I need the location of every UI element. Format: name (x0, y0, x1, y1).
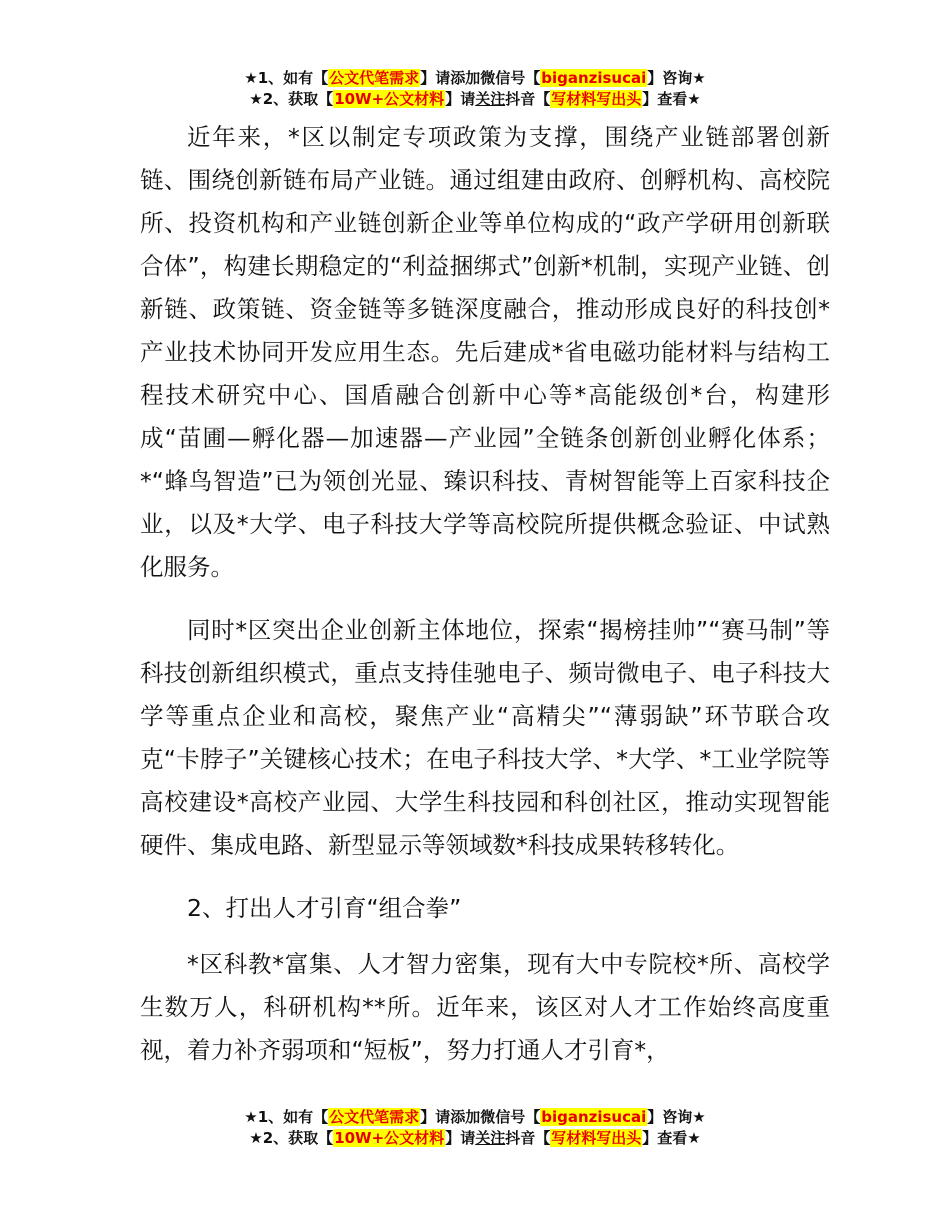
banner-text: 】请 (445, 1129, 476, 1147)
banner-text: 抖音【 (505, 1129, 551, 1147)
banner-line-1 (0, 68, 950, 89)
banner-line-2 (0, 1128, 950, 1149)
footer-banner (0, 1107, 950, 1149)
section-heading: 2、打出人才引育“组合拳” (187, 894, 462, 922)
banner-text: 】咨询★ (647, 69, 706, 87)
banner-text: ★2、获取【 (249, 90, 334, 108)
banner-text: 】咨询★ (647, 1108, 706, 1126)
banner-text: ★1、如有【 (244, 69, 329, 87)
banner-text: 】查看★ (642, 90, 701, 108)
banner-highlight: biganzisucai (541, 69, 647, 87)
header-banner (0, 68, 950, 110)
banner-text: ★1、如有【 (244, 1108, 329, 1126)
banner-highlight: biganzisucai (541, 1108, 647, 1126)
banner-highlight: 公文代笔需求 (329, 69, 420, 87)
banner-text: 】请添加微信号【 (420, 1108, 541, 1126)
banner-line-1 (0, 1107, 950, 1128)
banner-text: 抖音【 (505, 90, 551, 108)
banner-text: 】请添加微信号【 (420, 69, 541, 87)
paragraph: 近年来，*区以制定专项政策为支撑，围绕产业链部署创新链、围绕创新链布局产业链。通过组建由政府、创孵机构、高校院所、投资机构和产业链创新企业等单位构成的“政产学研用创新联合体”，构建长期稳定的“利益捆绑式”创新*机制，实现产业链、创新链、政策链、资金链等多链深度融合，推动形成良好的科技创*产业技术协同开发应用生态。先后建成*省电磁功能材料与结构工程技术研究中心、国盾融合创新中心等*高能级创*台，构建形成“苗圃—孵化器—加速器—产业园”全链条创新创业孵化体系；*“蜂鸟智造”已为领创光显、臻识科技、青树智能等上百家科技企业，以及*大学、电子科技大学等高校院所提供概念验证、中试熟化服务。 (140, 123, 830, 581)
document-body (140, 116, 830, 1092)
banner-highlight: 公文代笔需求 (329, 1108, 420, 1126)
paragraph: 同时*区突出企业创新主体地位，探索“揭榜挂帅”“赛马制”等科技创新组织模式，重点支持佳驰电子、频岢微电子、电子科技大学等重点企业和高校，聚焦产业“高精尖”“薄弱缺”环节联合攻克“卡脖子”关键核心技术；在电子科技大学、*大学、*工业学院等高校建设*高校产业园、大学生科技园和科创社区，推动实现智能硬件、集成电路、新型显示等领域数*科技成果转移转化。 (140, 616, 830, 859)
banner-text: ★2、获取【 (249, 1129, 334, 1147)
banner-highlight: 10W+公文材料 (334, 1129, 445, 1147)
banner-highlight: 写材料写出头 (551, 1129, 642, 1147)
banner-highlight: 写材料写出头 (551, 90, 642, 108)
banner-highlight: 10W+公文材料 (334, 90, 445, 108)
banner-text: 】请 (445, 90, 476, 108)
banner-underline: 关注 (475, 1129, 506, 1147)
banner-underline: 关注 (475, 90, 506, 108)
paragraph: *区科教*富集、人才智力密集，现有大中专院校*所、高校学生数万人，科研机构**所。近年来，该区对人才工作始终高度重视，着力补齐弱项和“短板”，努力打通人才引育*， (140, 950, 830, 1064)
banner-line-2 (0, 89, 950, 110)
banner-text: 】查看★ (642, 1129, 701, 1147)
